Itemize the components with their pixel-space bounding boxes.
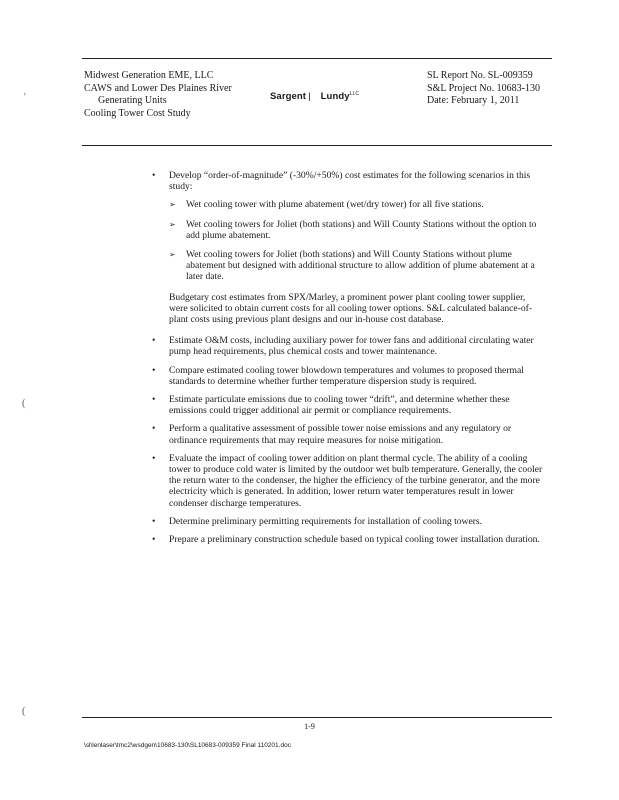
bullet-item [152,335,544,357]
bullet-icon: • [152,335,156,347]
bullet-item [152,365,544,387]
bullet-icon: • [152,394,156,406]
sub-item-text: Wet cooling towers for Joliet (both stations) and Will County Stations without plume abatement but designed with additional structure to allow addition of plume abatement at a later date. [186,249,535,283]
header-bottom-rule [82,145,552,146]
file-path: \sl\lenlaser\tmc2\wsdgen\10683-130\SL10683-009359 Final 110201.doc [84,742,291,749]
bullet-icon: • [152,364,156,376]
sub-item-text: Wet cooling tower with plume abatement (wet/dry tower) for all five stations. [186,199,484,211]
sub-item [152,199,544,210]
bullet-text: Develop “order-of-magnitude” (-30%/+50%) cost estimates for the following scenarios in this study: [169,170,531,193]
bullet-item [152,516,544,527]
footer-rule [82,717,552,718]
header-top-rule [82,58,552,59]
scan-speck: ( [22,706,26,717]
document-body [152,170,544,552]
client-name: Midwest Generation EME, LLC [84,70,214,81]
bullet-icon: • [152,515,156,527]
report-date: Date: February 1, 2011 [427,95,520,107]
bullet-item [152,423,544,445]
bullet-item [152,170,544,192]
logo-llc: LLC [349,91,360,97]
sub-item [152,219,544,241]
study-title: Cooling Tower Cost Study [84,107,191,119]
bullet-text: Estimate O&M costs, including auxiliary power for tower fans and additional circulating water pump head requirements, plus chemical costs and tower maintenance. [169,335,534,358]
facility-name: CAWS and Lower Des Plaines River [84,82,232,94]
arrow-bullet-icon: ➢ [169,219,176,229]
bullet-text: Prepare a preliminary construction schedule based on typical cooling tower installation duration. [169,534,540,546]
bullet-text: Determine preliminary permitting requirements for installation of cooling towers. [169,515,483,527]
bullet-text: Compare estimated cooling tower blowdown temperatures and volumes to proposed thermal standards to determine whether further temperature dispersion study is required. [169,364,524,387]
bullet-text: Evaluate the impact of cooling tower addition on plant thermal cycle. The ability of a cooling tower to produce cold water is limited by the outdoor wet bulb temperature. Generally, the cooler the return water to the condenser, the higher the efficiency of the turbine generator, and the more electricity which is generated. In addition, lower return water temperatures result in lower condenser discharge temperatures. [169,452,543,509]
arrow-bullet-icon: ➢ [169,250,176,260]
scan-speck: ( [22,398,26,409]
logo-lundy: Lundy [320,91,350,102]
bullet-icon: • [152,452,156,464]
sub-item-text: Wet cooling towers for Joliet (both stations) and Will County Stations without the option to add plume abatement. [186,218,537,241]
logo-divider: | [308,91,311,102]
page-number: 1-9 [304,722,315,731]
bullet-icon: • [152,170,156,181]
arrow-bullet-icon: ➢ [169,200,176,210]
bullet-icon: • [152,423,156,435]
bullet-item [152,534,544,545]
bullet-text: Perform a qualitative assessment of possible tower noise emissions and any regulatory or ordinance requirements that may require measures for noise mitigation. [169,423,512,446]
scan-speck: ' [24,92,26,103]
report-number: SL Report No. SL-009359 [427,70,533,81]
company-logo [270,91,359,102]
sub-item [152,249,544,283]
bullet-icon: • [152,534,156,546]
bullet-item [152,453,544,509]
budget-paragraph: Budgetary cost estimates from SPX/Marley, a prominent power plant cooling tower supplier, were solicited to obtain current costs for all cooling tower options. S&L calculated balance-of-plant costs using previous plant designs and our in-house cost database. [169,291,533,326]
header-right-block [427,70,540,108]
bullet-item [152,394,544,416]
project-number: S&L Project No. 10683-130 [427,82,540,94]
bullet-text: Estimate particulate emissions due to cooling tower “drift”, and determine whether these emissions could trigger additional air permit or compliance requirements. [169,394,510,417]
header-left-block [84,70,232,120]
logo-sargent: Sargent [270,91,307,102]
facility-units: Generating Units [98,95,167,107]
